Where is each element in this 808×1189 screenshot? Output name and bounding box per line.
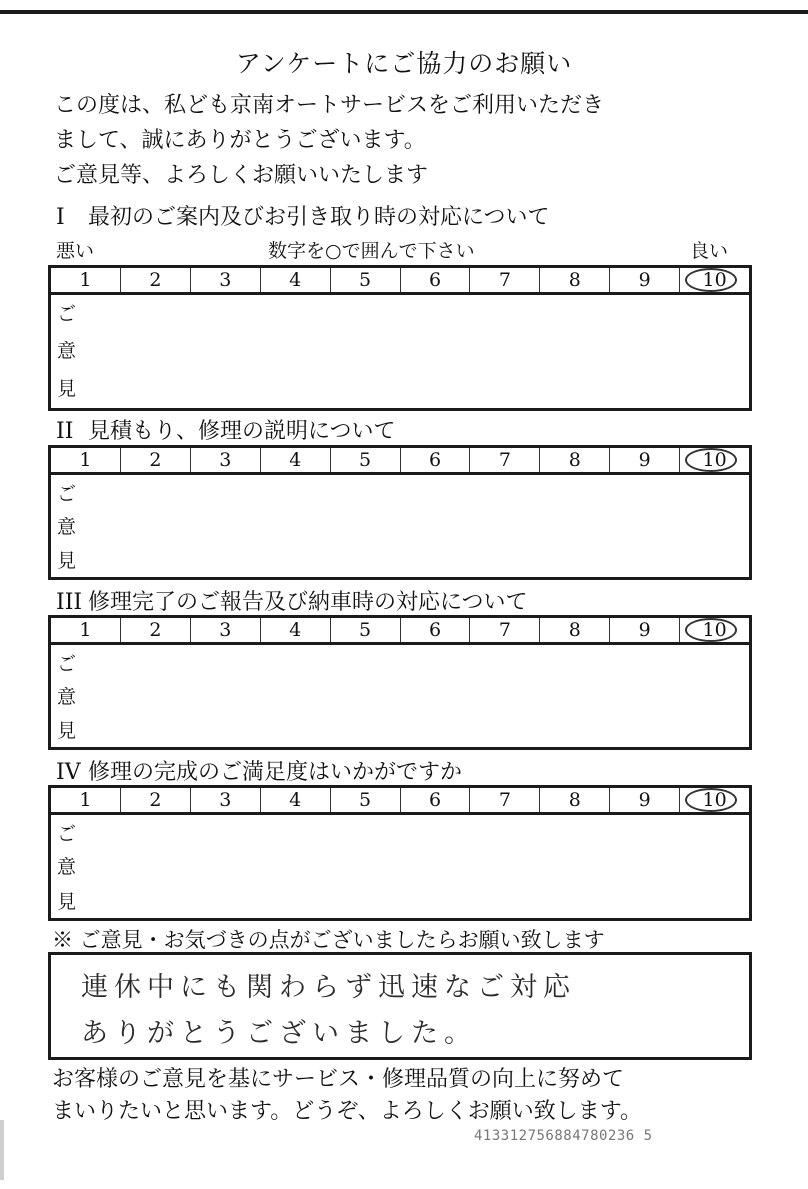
scale-right-label: 良い [690,240,729,262]
rating-option[interactable] [470,788,540,812]
rating-option[interactable] [191,268,261,292]
rating-value: 8 [568,449,581,471]
rating-option[interactable] [610,788,680,812]
selected-circle-mark [685,448,737,472]
comment-label-char: 見 [57,891,77,913]
rating-value: 5 [359,619,372,641]
comment-label-char: ご [57,823,77,845]
rating-value: 7 [498,449,511,471]
comment-label-char: 意 [57,516,77,538]
rating-value: 9 [638,449,651,471]
comment-label-char: ご [57,303,77,325]
rating-option[interactable] [121,268,191,292]
scale-instruction: 数字を○で囲んで下さい [268,240,475,262]
section-2-title [56,414,396,445]
rating-option[interactable] [470,268,540,292]
closing-text [52,1064,772,1128]
rating-option[interactable] [51,448,121,472]
section-label: 最初のご案内及びお引き取り時の対応について [88,205,550,230]
rating-option[interactable] [331,788,401,812]
rating-value: 8 [568,619,581,641]
rating-option[interactable] [610,448,680,472]
rating-value: 9 [638,269,651,291]
section-4-title [56,755,462,786]
rating-option[interactable] [540,788,610,812]
rating-value: 4 [289,449,302,471]
rating-option[interactable] [331,618,401,642]
rating-value: 5 [359,269,372,291]
rating-value: 3 [219,449,232,471]
rating-option[interactable] [540,448,610,472]
intro-text [54,88,774,193]
rating-value: 2 [149,269,162,291]
rating-option[interactable] [401,788,471,812]
rating-value: 10 [702,789,727,811]
rating-option[interactable] [191,448,261,472]
rating-option[interactable] [121,618,191,642]
rating-value: 6 [428,789,442,811]
closing-line: お客様のご意見を基にサービス・修理品質の向上に努めて [52,1067,625,1092]
rating-value: 4 [289,619,302,641]
rating-option[interactable] [261,448,331,472]
rating-value: 3 [219,269,232,291]
rating-value: 2 [149,619,162,641]
rating-value: 7 [498,789,511,811]
rating-option[interactable] [680,788,749,812]
handwritten-comment-line: ありがとうございました。 [81,1018,477,1049]
section-label: 修理の完成のご満足度はいかがですか [88,760,463,785]
rating-option[interactable] [261,618,331,642]
rating-option[interactable] [401,448,471,472]
section-number: II [56,419,74,444]
comment-box-3[interactable] [48,645,752,750]
rating-option[interactable] [121,788,191,812]
rating-option[interactable] [121,448,191,472]
comment-label-char: 見 [57,550,77,572]
selected-circle-mark [685,268,737,292]
rating-option[interactable] [401,268,471,292]
rating-value: 7 [498,619,511,641]
notes-title: ※ ご意見・お気づきの点がございましたらお願い致します [52,928,605,952]
rating-value: 1 [79,269,92,291]
comment-label-char: 見 [57,720,77,742]
comment-box-4[interactable] [48,815,752,921]
section-number: I [56,205,65,230]
selected-circle-mark [685,618,737,642]
rating-value: 10 [702,269,727,291]
scale-left-label: 悪い [56,240,95,262]
rating-option[interactable] [610,268,680,292]
comment-label-char: 意 [57,686,77,708]
rating-value: 9 [638,619,651,641]
page-edge [0,10,808,14]
section-label: 修理完了のご報告及び納車時の対応について [88,590,528,615]
rating-value: 5 [359,789,372,811]
rating-value: 5 [359,449,372,471]
rating-option[interactable] [610,618,680,642]
page-edge-shadow [0,1120,4,1180]
comment-label-char: 意 [57,856,77,878]
section-label: 見積もり、修理の説明について [88,419,396,444]
comment-label-char: 意 [57,340,77,362]
section-3-title [56,585,528,616]
rating-value: 6 [428,449,442,471]
rating-option[interactable] [51,788,121,812]
serial-number: 413312756884780236 5 [474,1128,653,1144]
rating-option[interactable] [261,788,331,812]
intro-line: この度は、私ども京南オートサービスをご利用いただき [54,93,605,118]
survey-title: アンケートにご協力のお願い [235,49,573,78]
rating-value: 3 [219,619,232,641]
rating-option[interactable] [680,268,749,292]
closing-line: まいりたいと思います。どうぞ、よろしくお願い致します。 [52,1099,643,1124]
rating-value: 10 [702,619,727,641]
rating-value: 8 [568,789,581,811]
intro-line: まして、誠にありがとうございます。 [54,128,426,153]
handwritten-comment-line: 連休中にも関わらず迅速なご対応 [81,972,576,1003]
comment-box-2[interactable] [48,475,752,580]
rating-scale-4[interactable] [48,785,752,815]
rating-value: 3 [219,789,232,811]
rating-value: 1 [79,619,92,641]
rating-value: 4 [289,789,302,811]
rating-option[interactable] [470,448,540,472]
notes-box[interactable] [48,952,752,1060]
section-number: III [56,590,83,615]
rating-option[interactable] [401,618,471,642]
rating-scale-2[interactable] [48,445,752,475]
comment-label-char: ご [57,653,77,675]
comment-box-1[interactable] [48,295,752,411]
rating-option[interactable] [540,268,610,292]
rating-value: 4 [289,269,302,291]
rating-value: 2 [149,789,162,811]
rating-value: 2 [149,449,162,471]
rating-value: 7 [498,269,511,291]
rating-option[interactable] [470,618,540,642]
rating-value: 1 [79,789,92,811]
rating-option[interactable] [331,268,401,292]
comment-label-char: ご [57,483,77,505]
intro-line: ご意見等、よろしくお願いいたします [54,163,429,188]
rating-value: 10 [702,449,727,471]
rating-value: 6 [428,269,442,291]
rating-option[interactable] [680,448,749,472]
rating-option[interactable] [540,618,610,642]
rating-scale-3[interactable] [48,615,752,645]
rating-option[interactable] [51,268,121,292]
rating-value: 1 [79,449,92,471]
rating-option[interactable] [191,788,261,812]
rating-scale-1[interactable] [48,265,752,295]
rating-option[interactable] [261,268,331,292]
section-1-title [56,200,550,231]
rating-value: 9 [638,789,651,811]
selected-circle-mark [685,788,737,812]
rating-value: 6 [428,619,442,641]
rating-option[interactable] [331,448,401,472]
rating-option[interactable] [51,618,121,642]
rating-value: 8 [568,269,581,291]
rating-option[interactable] [680,618,749,642]
section-number: IV [56,760,81,785]
rating-option[interactable] [191,618,261,642]
comment-label-char: 見 [57,378,77,400]
